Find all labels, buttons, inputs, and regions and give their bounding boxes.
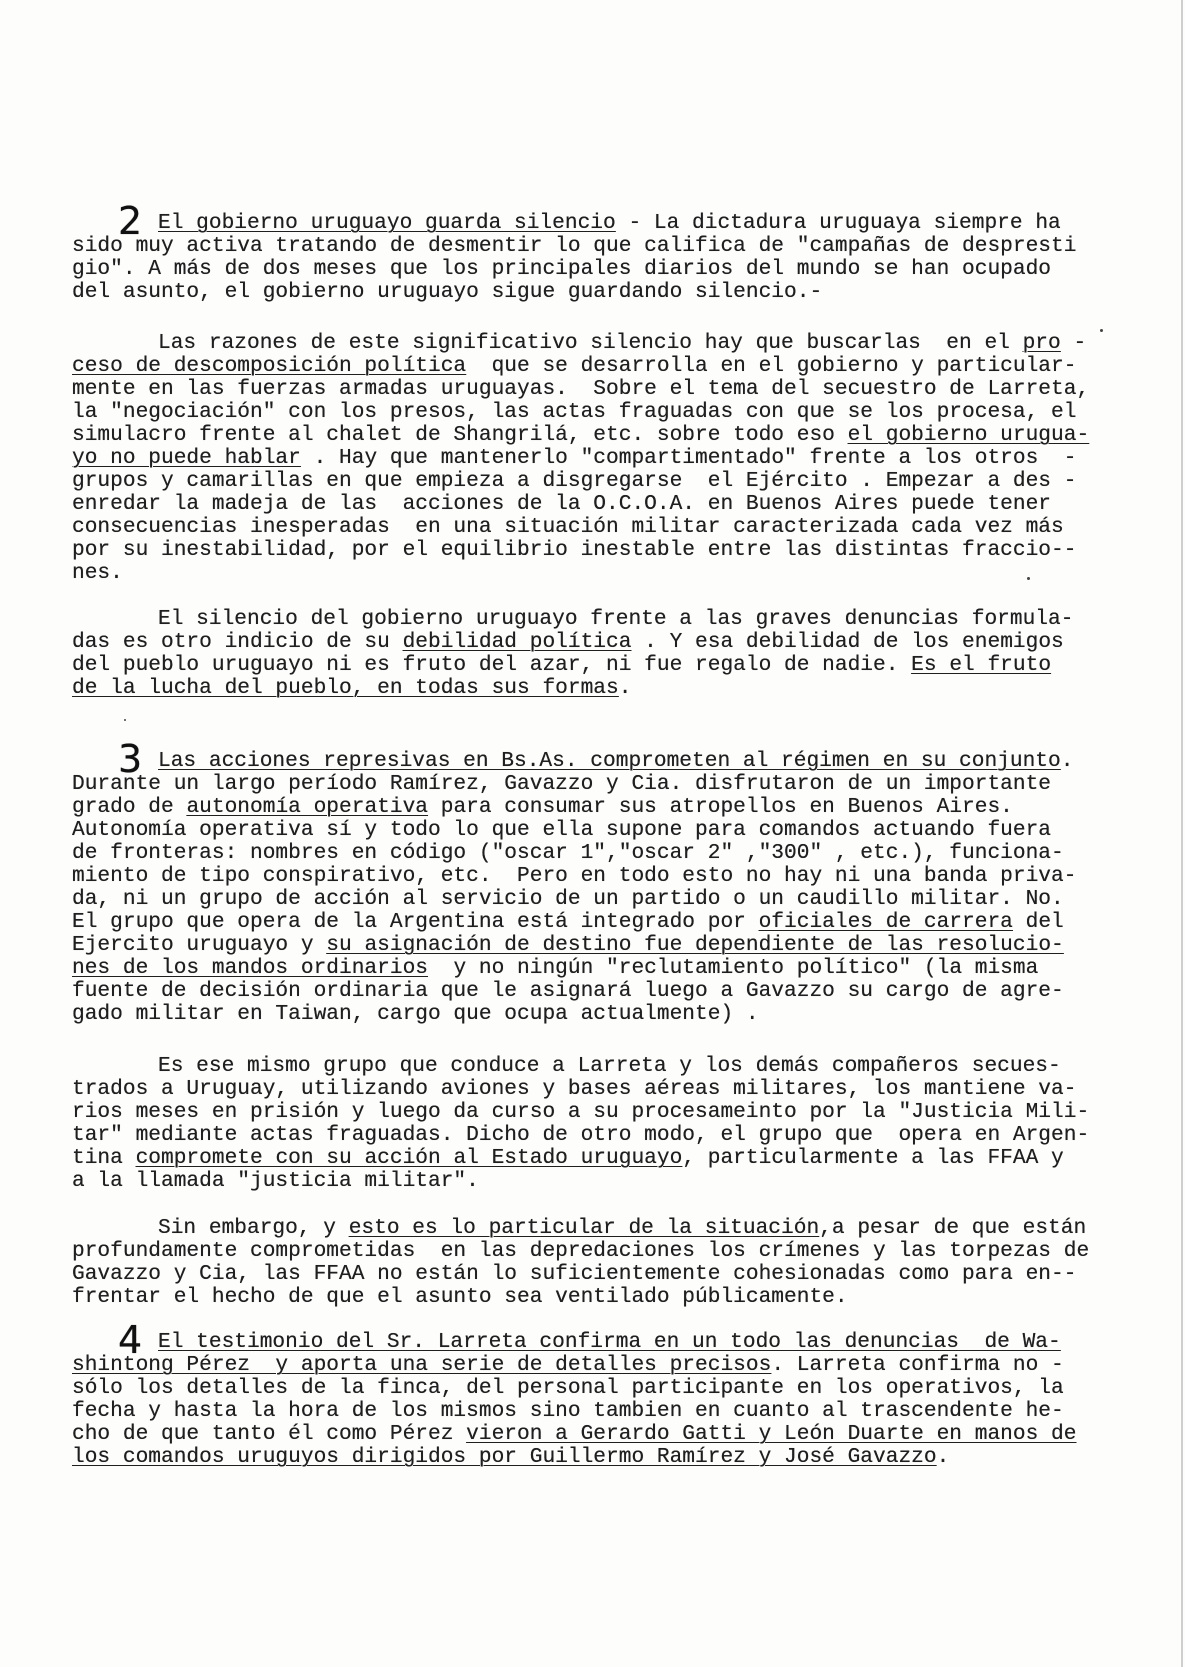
- text-line: [72, 539, 1172, 562]
- text-segment: del: [1012, 910, 1064, 934]
- text-segment: Es ese mismo grupo que conduce a Larreta y los demás compañeros secues-: [158, 1054, 1061, 1078]
- underlined-text: shintong Pérez y aporta una serie de detalles precisos: [72, 1353, 772, 1377]
- text-line: [72, 1240, 1172, 1263]
- text-segment: de fronteras: nombres en código ("oscar 1","oscar 2" ,"300" , etc.), funciona-: [72, 841, 1064, 865]
- text-segment: consecuencias inesperadas en una situación militar caracterizada cada vez más: [72, 515, 1064, 539]
- underlined-text: de la lucha del pueblo, en todas sus formas: [72, 676, 619, 700]
- section-3-paragraph: [72, 1217, 1172, 1309]
- text-segment: profundamente comprometidas en las depredaciones los crímenes y las torpezas de: [72, 1239, 1090, 1263]
- text-line: [72, 424, 1172, 447]
- text-line: [72, 865, 1172, 888]
- underlined-text: El gobierno uruguayo guarda silencio: [158, 211, 616, 235]
- text-segment: que se desarrolla en el gobierno y particular-: [466, 354, 1077, 378]
- text-segment: simulacro frente al chalet de Shangrilá, etc. sobre todo eso: [72, 423, 848, 447]
- text-line: [72, 1377, 1172, 1400]
- section-2-paragraph: [72, 608, 1172, 700]
- text-segment: y no ningún "reclutamiento político" (la misma: [428, 956, 1039, 980]
- text-line: [72, 516, 1172, 539]
- text-segment: fecha y hasta la hora de los mismos sino tambien en cuanto al trascendente he-: [72, 1399, 1064, 1423]
- underlined-text: los comandos uruguyos dirigidos por Guillermo Ramírez y José Gavazzo: [72, 1445, 937, 1469]
- text-line: [72, 562, 1172, 585]
- underlined-text: vieron a Gerardo Gatti y León Duarte en manos de: [466, 1422, 1077, 1446]
- underlined-text: compromete con su acción al Estado uruguayo: [135, 1146, 683, 1170]
- text-segment: El silencio del gobierno uruguayo frente a las graves denuncias formula-: [158, 607, 1074, 631]
- text-segment: frentar el hecho de que el asunto sea ventilado públicamente.: [72, 1285, 848, 1309]
- ink-speck: [1100, 329, 1103, 332]
- text-segment: - La dictadura uruguaya siempre ha: [615, 211, 1061, 235]
- text-line: [72, 677, 1172, 700]
- text-segment: nes.: [72, 561, 123, 585]
- text-segment: Sin embargo, y: [158, 1216, 349, 1240]
- text-segment: .: [1060, 749, 1074, 773]
- text-line: [72, 1400, 1172, 1423]
- section-2-paragraph: [72, 332, 1172, 585]
- text-segment: la "negociación" con los presos, las actas fraguadas con que se los procesa, el: [72, 400, 1077, 424]
- text-segment: , particularmente a las FFAA y: [682, 1146, 1064, 1170]
- underlined-text: autonomía operativa: [186, 795, 429, 819]
- text-segment: El grupo que opera de la Argentina está integrado por: [72, 910, 759, 934]
- underlined-text: nes de los mandos ordinarios: [72, 956, 429, 980]
- text-line: [72, 332, 1172, 355]
- text-segment: das es otro indicio de su: [72, 630, 403, 654]
- text-line: [72, 1003, 1172, 1026]
- underlined-text: el gobierno urugua-: [847, 423, 1090, 447]
- section-number: 4: [118, 1318, 143, 1362]
- section-3-lead-paragraph: [72, 737, 1172, 1026]
- text-segment: Ejercito uruguayo y: [72, 933, 327, 957]
- section-2-lead-paragraph: [72, 199, 1172, 304]
- text-line: [72, 235, 1172, 258]
- ink-speck: [124, 719, 126, 721]
- text-segment: rios meses en prisión y luego da curso a su procesameinto por la "Justicia Mili-: [72, 1100, 1090, 1124]
- text-segment: . Y esa debilidad de los enemigos: [631, 630, 1064, 654]
- text-line: [72, 1078, 1172, 1101]
- text-line: [72, 980, 1172, 1003]
- text-line: [72, 493, 1172, 516]
- text-line: [72, 773, 1172, 796]
- text-segment: miento de tipo conspirativo, etc. Pero en todo esto no hay ni una banda priva-: [72, 864, 1077, 888]
- text-line: [72, 819, 1172, 842]
- underlined-text: ceso de descomposición política: [72, 354, 467, 378]
- underlined-text: pro: [1022, 331, 1061, 355]
- text-segment: . Larreta confirma no -: [771, 1353, 1064, 1377]
- text-segment: Autonomía operativa sí y todo lo que ella supone para comandos actuando fuera: [72, 818, 1052, 842]
- section-3-paragraph: [72, 1055, 1172, 1193]
- text-segment: Las razones de este significativo silencio hay que buscarlas en el: [158, 331, 1023, 355]
- text-line: [72, 1286, 1172, 1309]
- text-segment: mente en las fuerzas armadas uruguayas. Sobre el tema del secuestro de Larreta,: [72, 377, 1090, 401]
- text-line: [72, 355, 1172, 378]
- text-segment: .: [618, 676, 632, 700]
- underlined-text: Es el fruto: [911, 653, 1052, 677]
- underlined-text: El testimonio del Sr. Larreta confirma en un todo las denuncias de Wa-: [158, 1330, 1061, 1354]
- text-line: [72, 654, 1172, 677]
- text-line: [72, 1101, 1172, 1124]
- text-segment: gado militar en Taiwan, cargo que ocupa actualmente) .: [72, 1002, 759, 1026]
- underlined-text: Las acciones represivas en Bs.As. comprometen al régimen en su conjunto: [158, 749, 1061, 773]
- text-segment: a la llamada "justicia militar".: [72, 1169, 479, 1193]
- section-4-lead-paragraph: [72, 1318, 1172, 1469]
- text-line: [72, 281, 1172, 304]
- text-segment: da, ni un grupo de acción al servicio de un partido o un caudillo militar. No.: [72, 887, 1064, 911]
- text-segment: gio". A más de dos meses que los principales diarios del mundo se han ocupado: [72, 257, 1052, 281]
- text-segment: ,a pesar de que están: [819, 1216, 1087, 1240]
- text-segment: fuente de decisión ordinaria que le asignará luego a Gavazzo su cargo de agre-: [72, 979, 1064, 1003]
- text-line: [72, 212, 1172, 235]
- text-segment: del asunto, el gobierno uruguayo sigue guardando silencio.-: [72, 280, 823, 304]
- text-segment: cho de que tanto él como Pérez: [72, 1422, 467, 1446]
- underlined-text: yo no puede hablar: [72, 446, 301, 470]
- text-segment: grupos y camarillas en que empieza a disgregarse el Ejército . Empezar a des -: [72, 469, 1077, 493]
- text-line: [72, 378, 1172, 401]
- text-line: [72, 796, 1172, 819]
- text-line: [72, 1446, 1172, 1469]
- text-segment: -: [1060, 331, 1087, 355]
- text-line: [72, 447, 1172, 470]
- text-line: [72, 1263, 1172, 1286]
- text-line: [72, 258, 1172, 281]
- text-line: [72, 1055, 1172, 1078]
- section-number: 3: [118, 737, 143, 781]
- text-line: [72, 1331, 1172, 1354]
- text-line: [72, 470, 1172, 493]
- text-line: [72, 750, 1172, 773]
- text-segment: enredar la madeja de las acciones de la O.C.O.A. en Buenos Aires puede tener: [72, 492, 1052, 516]
- underlined-text: oficiales de carrera: [758, 910, 1013, 934]
- text-segment: . Hay que mantenerlo "compartimentado" frente a los otros -: [300, 446, 1077, 470]
- text-line: [72, 1217, 1172, 1240]
- text-line: [72, 957, 1172, 980]
- text-segment: .: [936, 1445, 950, 1469]
- text-segment: Gavazzo y Cia, las FFAA no están lo suficientemente cohesionadas como para en--: [72, 1262, 1077, 1286]
- text-segment: por su inestabilidad, por el equilibrio inestable entre las distintas fraccio--: [72, 538, 1077, 562]
- text-line: [72, 1354, 1172, 1377]
- text-segment: sido muy activa tratando de desmentir lo que califica de "campañas de despresti: [72, 234, 1077, 258]
- text-line: [72, 1147, 1172, 1170]
- text-line: [72, 608, 1172, 631]
- text-line: [72, 1170, 1172, 1193]
- text-segment: tina: [72, 1146, 136, 1170]
- text-segment: del pueblo uruguayo ni es fruto del azar, ni fue regalo de nadie.: [72, 653, 912, 677]
- text-line: [72, 631, 1172, 654]
- text-line: [72, 1423, 1172, 1446]
- text-segment: sólo los detalles de la finca, del personal participante en los operativos, la: [72, 1376, 1064, 1400]
- underlined-text: su asignación de destino fue dependiente de las resolucio-: [326, 933, 1064, 957]
- text-line: [72, 1124, 1172, 1147]
- text-segment: tar" mediante actas fraguadas. Dicho de otro modo, el grupo que opera en Argen-: [72, 1123, 1090, 1147]
- page-edge: [1181, 0, 1183, 1667]
- text-segment: para consumar sus atropellos en Buenos Aires.: [428, 795, 1013, 819]
- text-segment: Durante un largo período Ramírez, Gavazzo y Cia. disfrutaron de un importante: [72, 772, 1052, 796]
- text-line: [72, 911, 1172, 934]
- text-segment: grado de: [72, 795, 187, 819]
- text-line: [72, 401, 1172, 424]
- text-line: [72, 842, 1172, 865]
- underlined-text: esto es lo particular de la situación: [348, 1216, 820, 1240]
- section-number: 2: [118, 199, 143, 243]
- text-line: [72, 888, 1172, 911]
- text-segment: trados a Uruguay, utilizando aviones y bases aéreas militares, los mantiene va-: [72, 1077, 1077, 1101]
- underlined-text: debilidad política: [402, 630, 632, 654]
- ink-speck: [1027, 577, 1030, 580]
- text-line: [72, 934, 1172, 957]
